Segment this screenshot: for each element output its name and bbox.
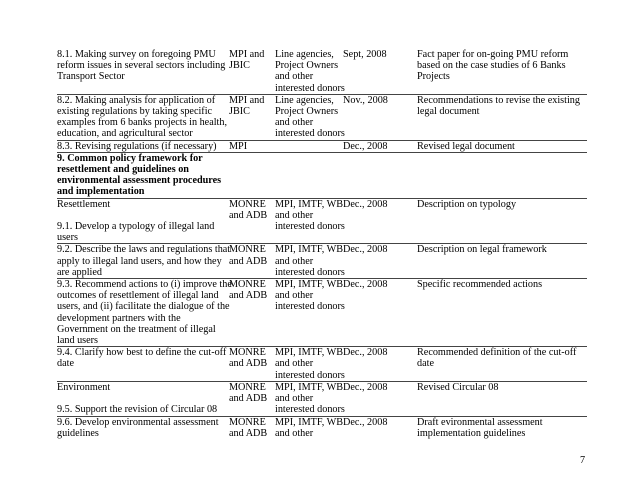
table-row [57,347,587,382]
date-line: Dec., 2008 [343,381,388,393]
date-cell [343,140,417,152]
partners-cell [275,198,343,244]
partners-line: and other [275,290,314,302]
output-line: implementation guidelines [417,427,526,439]
date-cell [343,381,417,416]
output-cell [417,244,587,279]
partners-line: Line agencies, [275,94,334,106]
date-cell [343,416,417,439]
task-line: 9.2. Describe the laws and regulations that [57,244,231,256]
output-cell [417,140,587,152]
partners-line: interested donors [275,82,345,94]
task-line: guidelines [57,427,99,439]
partners-cell [275,279,343,347]
section-heading-row [57,152,587,198]
lead-agency-cell [229,381,275,416]
partners-line: interested donors [275,221,345,233]
partners-line: and other [275,393,314,405]
partners-cell [275,140,343,152]
task-line: 9.4. Clarify how best to define the cut-off [57,347,227,359]
lead-agency-cell [229,279,275,347]
date-line: Dec., 2008 [343,416,388,428]
date-line: Sept, 2008 [343,49,387,60]
partners-line: interested donors [275,301,345,313]
table-row [57,279,587,347]
date-cell [343,279,417,347]
output-line: Description on typology [417,198,517,210]
partners-cell [275,347,343,382]
lead-agency-cell [229,244,275,279]
task-line: outcomes of resettlement of illegal land [57,290,219,302]
lead-agency-line: and ADB [229,358,268,370]
date-cell [343,94,417,140]
lead-agency-line: and ADB [229,255,268,267]
table-row [57,381,587,416]
date-cell [343,198,417,244]
task-line: existing regulations by taking specific [57,106,213,118]
task-line: users, and (ii) facilitate the dialogue of the [57,301,230,313]
heading-line: and implementation [57,186,145,198]
lead-agency-line: MPI [229,140,248,152]
document-page [57,49,587,439]
date-cell [343,152,417,198]
task-line: apply to illegal land users, and how they [57,255,222,267]
lead-agency-line: JBIC [229,60,250,72]
partners-cell [275,416,343,439]
date-line: Nov., 2008 [343,94,388,106]
page-number: 7 [580,455,586,466]
task-line: examples from 6 banks projects in health, [57,117,228,129]
output-line: Recommendations to revise the existing [417,94,580,106]
partners-line: and other [275,209,314,221]
lead-agency-cell [229,347,275,382]
task-line: Resettlement [57,198,111,210]
date-cell [343,244,417,279]
output-line: Projects [417,71,450,83]
date-cell [343,49,417,94]
partners-cell [275,94,343,140]
date-cell [343,347,417,382]
partners-line: interested donors [275,128,345,140]
partners-line: Project Owners [275,60,339,72]
task-cell [57,381,229,416]
task-line: date [57,358,74,370]
output-line: date [417,358,434,370]
task-line: 9.5. Support the revision of Circular 08 [57,404,218,416]
partners-cell [275,152,343,198]
table-row [57,49,587,94]
output-line: Specific recommended actions [417,279,543,291]
table-row [57,244,587,279]
partners-line: and other [275,71,314,83]
output-line: Description on legal framework [417,244,547,256]
lead-agency-line: MONRE [229,416,266,428]
date-line: Dec., 2008 [343,244,388,256]
section-heading [57,152,229,198]
partners-line: interested donors [275,266,345,278]
lead-agency-line: JBIC [229,106,250,118]
output-line: Fact paper for on-going PMU reform [417,49,569,60]
task-cell [57,279,232,347]
partners-line: and other [275,358,314,370]
action-plan-table [57,49,587,439]
heading-line: environmental assessment procedures [57,175,222,187]
partners-line: MPI, IMTF, WB [275,198,344,210]
lead-agency-line: MONRE [229,381,266,393]
output-cell [417,347,587,382]
output-cell [417,49,587,94]
task-line: 9.6. Develop environmental assessment [57,416,219,428]
partners-line: MPI, IMTF, WB [275,381,344,393]
task-cell [57,416,229,439]
output-cell [417,416,587,439]
lead-agency-line: MONRE [229,279,266,291]
task-line: are applied [57,266,102,278]
task-line: land users [57,335,99,347]
date-line: Dec., 2008 [343,140,388,152]
date-line: Dec., 2008 [343,279,388,291]
partners-line: and other [275,117,314,129]
task-cell [57,347,229,382]
date-line: Dec., 2008 [343,198,388,210]
partners-cell [275,381,343,416]
partners-line: and other [275,255,314,267]
output-line: Recommended definition of the cut-off [417,347,577,359]
lead-agency-line: MONRE [229,347,266,359]
task-line: education, and agricultural sector [57,128,193,140]
lead-agency-line: and ADB [229,393,268,405]
task-line: development partners with the [57,312,181,324]
output-line: Revised legal document [417,140,515,152]
output-line: legal document [417,106,480,118]
partners-cell [275,49,343,94]
output-line: based on the case studies of 6 Banks [417,60,566,72]
task-line: reform issues in several sectors including [57,60,226,72]
partners-line: Line agencies, [275,49,334,60]
lead-agency-line: and ADB [229,209,268,221]
task-line: 9.3. Recommend actions to (i) improve the [57,279,232,291]
task-cell [57,244,229,279]
task-line [57,210,227,221]
output-line: Revised Circular 08 [417,381,499,393]
task-line: 9.1. Develop a typology of illegal land [57,221,215,233]
lead-agency-cell [229,49,275,94]
task-line: Transport Sector [57,71,125,83]
partners-line: Project Owners [275,106,339,118]
table-row [57,94,587,140]
lead-agency-line: MONRE [229,244,266,256]
partners-line: interested donors [275,369,345,381]
task-line: users [57,232,78,244]
partners-line: MPI, IMTF, WB [275,347,344,359]
lead-agency-line: and ADB [229,290,268,302]
lead-agency-line: MPI and [229,94,265,106]
lead-agency-cell [229,152,275,198]
partners-line: MPI, IMTF, WB [275,416,344,428]
lead-agency-cell [229,94,275,140]
output-cell [417,279,587,347]
output-cell [417,381,587,416]
table-row [57,140,587,152]
task-cell [57,198,229,244]
partners-cell [275,244,343,279]
lead-agency-cell [229,416,275,439]
lead-agency-cell [229,198,275,244]
lead-agency-cell [229,140,275,152]
task-cell [57,94,229,140]
table-row [57,416,587,439]
partners-line: MPI, IMTF, WB [275,279,344,291]
task-line: 8.1. Making survey on foregoing PMU [57,49,216,60]
partners-line: MPI, IMTF, WB [275,244,344,256]
task-line: 8.2. Making analysis for application of [57,94,216,106]
lead-agency-line: MONRE [229,198,266,210]
table-row [57,198,587,244]
output-cell [417,152,587,198]
task-line: 8.3. Revising regulations (if necessary) [57,140,217,152]
task-line [57,393,227,404]
date-line: Dec., 2008 [343,347,388,359]
partners-line: interested donors [275,404,345,416]
output-cell [417,198,587,244]
lead-agency-line: MPI and [229,49,265,60]
task-line: Environment [57,381,111,393]
partners-line: and other [275,427,314,439]
task-line: Government on the treatment of illegal [57,323,216,335]
heading-line: 9. Common policy framework for [57,152,203,164]
task-cell [57,49,229,94]
heading-line: resettlement and guidelines on [57,164,189,176]
output-cell [417,94,587,140]
lead-agency-line: and ADB [229,427,268,439]
task-cell [57,140,229,152]
output-line: Draft evironmental assessment [417,416,543,428]
